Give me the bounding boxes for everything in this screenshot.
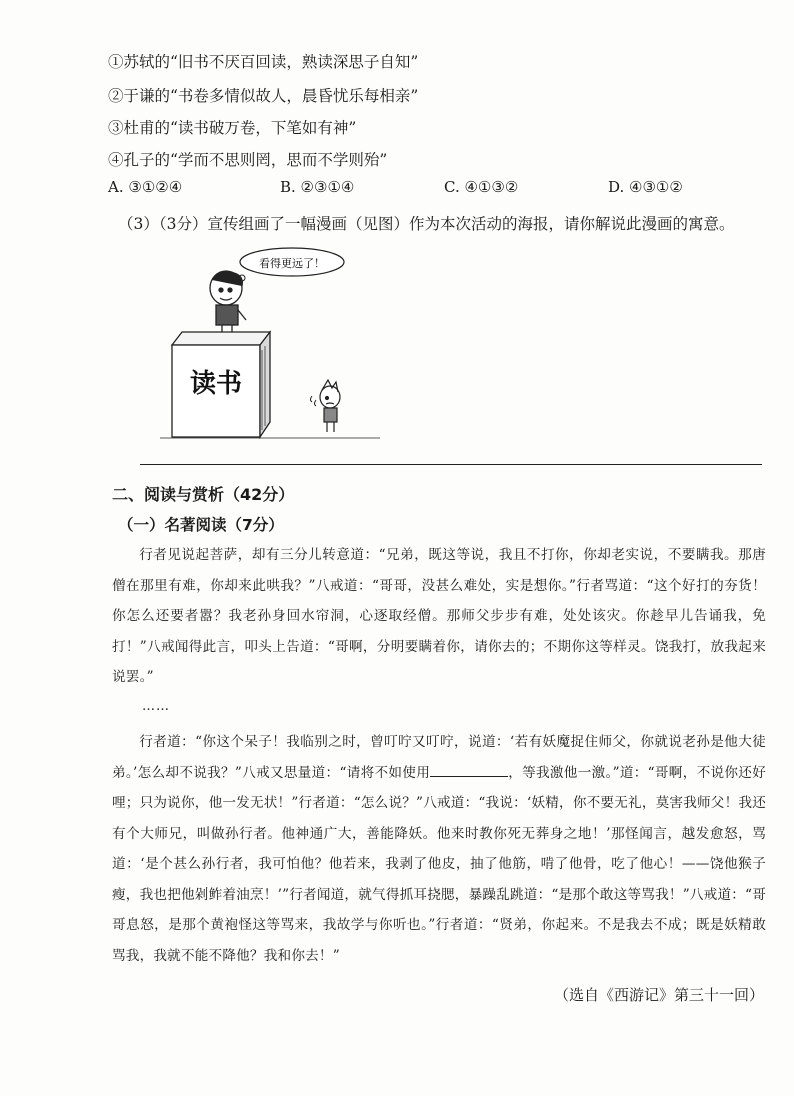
passage-2-after: ，等我激他一激。”道：“哥啊，不说你还好哩；只为说你，他一发无状！”行者道：“怎么说？”八戒道：“我说：‘妖精，你不要无礼，莫害我师父！我还有个大师兄，叫做孙行者。他神通广大，善能降妖。他来时教你死无葬身之地！’那怪闻言，越发愈怒，骂道：‘是个甚么孙行者，我可怕他？他若来，我剥了他皮，抽了他筋，啃了他骨，吃了他心！——饶他猴子瘦，我也把他剁鲊着油烹！’”行者闻道，就气得抓耳挠腮，暴躁乱跳道：“是那个敢这等骂我！”八戒道：“哥哥息怒，是那个黄袍怪这等骂来，我故学与你听也。”行者道：“贤弟，你起来。不是我去不成；既是妖精敢骂我，我就不能不降他？我和你去！” <box>112 764 766 964</box>
bubble-text: 看得更远了！ <box>259 257 325 270</box>
quote-item-3: ③杜甫的“读书破万卷，下笔如有神” <box>108 119 357 137</box>
passage-2-before: 行者道：“你这个呆子！我临别之时，曾叮咛又叮咛，说道：‘若有妖魔捉住师父，你就说老孙是他大徒弟。’怎么却不说我？”八戒又思量道：“请将不如使用 <box>112 734 766 781</box>
quote-item-2: ②于谦的“书卷多情似故人，晨昏忧乐每相亲” <box>108 87 419 105</box>
small-boy <box>311 380 341 432</box>
option-a[interactable]: A. ③①②④ <box>108 178 183 196</box>
boy-on-book <box>210 271 246 336</box>
quote-item-1: ①苏轼的“旧书不厌百回读，熟读深思子自知” <box>108 53 419 71</box>
cartoon-illustration <box>160 240 390 440</box>
book-label: 读书 <box>189 369 243 399</box>
section-divider <box>140 464 762 465</box>
source-citation: （选自《西游记》第三十一回） <box>553 986 764 1004</box>
passage-1-text: 行者见说起菩萨，却有三分儿转意道：“兄弟，既这等说，我且不打你，你却老实说，不要瞒我。那唐僧在那里有难，你却来此哄我？”八戒道：“哥哥，没甚么难处，实是想你。”行者骂道：“这个好打的夯货！你怎么还要者嚣？我老孙身回水帘洞，心逐取经僧。那师父步步有难，处处该灾。你趁早儿告诵我，免打！”八戒闻得此言，叩头上告道：“哥啊，分明要瞒着你，请你去的；不期你这等样灵。饶我打，放我起来说罢。” <box>112 547 766 685</box>
passage-paragraph-1 <box>112 540 766 693</box>
option-b[interactable]: B. ②③①④ <box>280 178 355 196</box>
question-3: （3）（3分）宣传组画了一幅漫画（见图）作为本次活动的海报，请你解说此漫画的寓意。 <box>118 215 735 233</box>
subsection-title: （一）名著阅读（7分） <box>118 516 284 534</box>
option-c[interactable]: C. ④①③② <box>444 178 519 196</box>
thought-bubble <box>234 248 344 286</box>
passage-paragraph-2 <box>112 727 766 971</box>
quote-item-4: ④孔子的“学而不思则罔，思而不学则殆” <box>108 151 388 169</box>
section-title: 二、阅读与赏析（42分） <box>112 485 295 504</box>
book <box>172 332 270 437</box>
passage-2-text <box>112 727 766 971</box>
fill-in-blank[interactable] <box>430 762 508 777</box>
option-d[interactable]: D. ④③①② <box>608 178 683 196</box>
ellipsis: …… <box>142 699 170 714</box>
